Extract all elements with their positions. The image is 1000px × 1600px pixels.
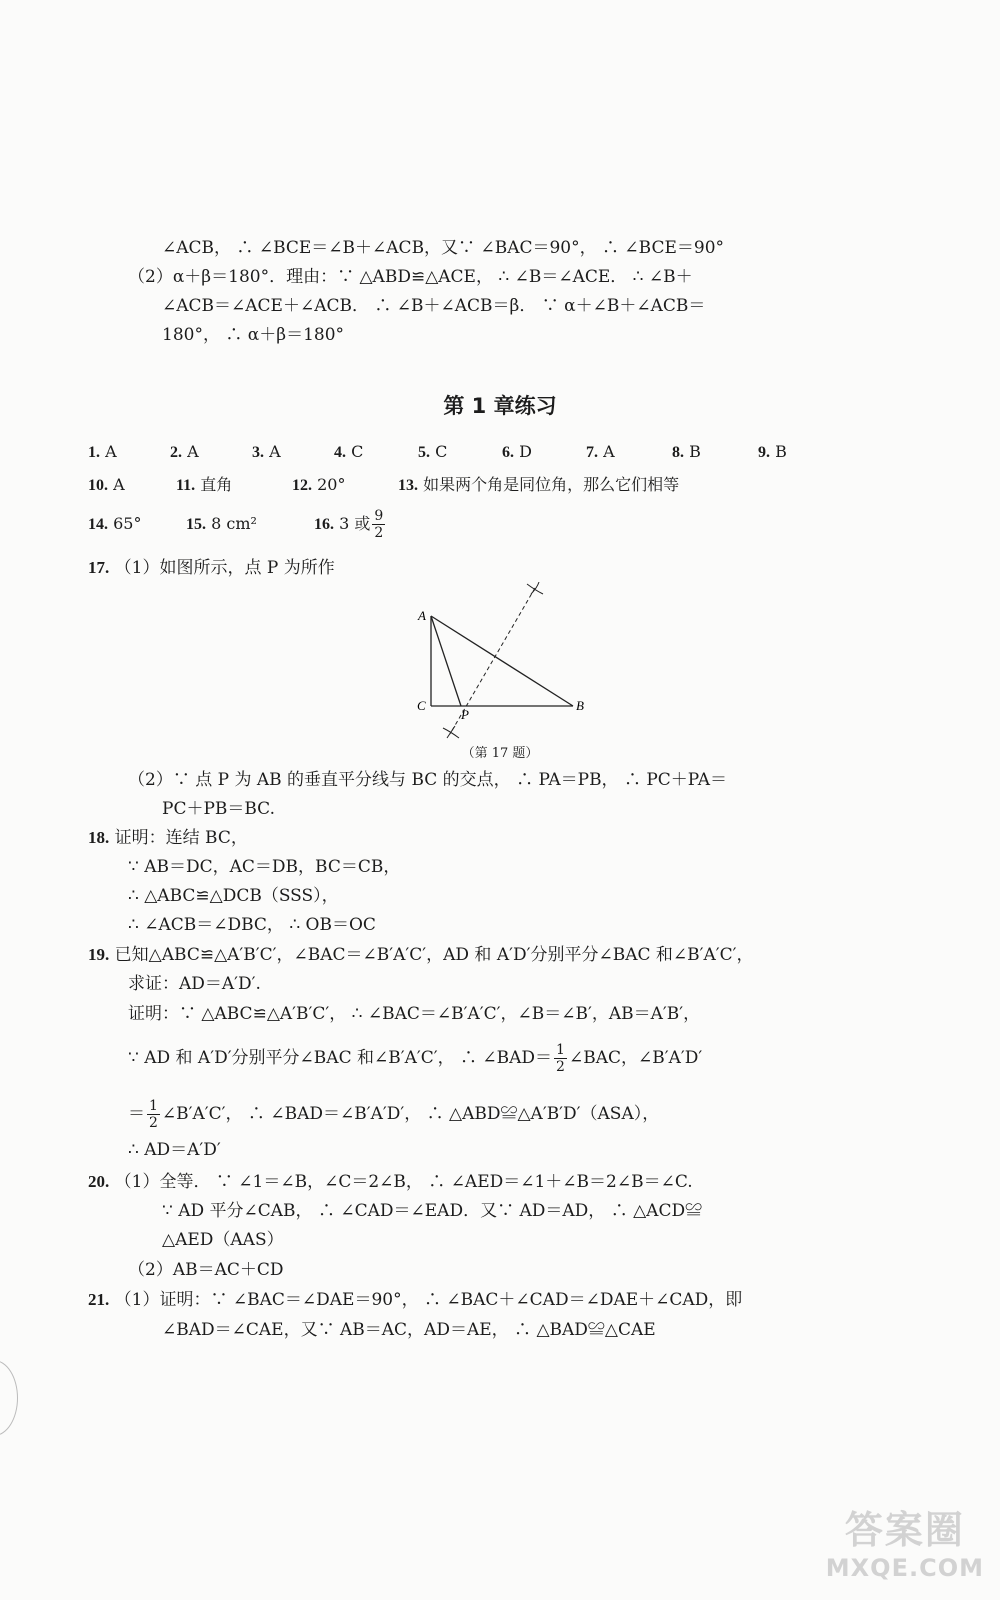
answer-3: 3. A	[252, 442, 281, 461]
question-21-line2: ∠BAD＝∠CAE，又∵ AB＝AC，AD＝AE， ∴ △BAD≌△CAE	[162, 1320, 656, 1340]
answers-row-2	[88, 472, 679, 495]
fraction-nine-halves: $\frac{9}{2}$	[374, 508, 384, 541]
label-c: C	[417, 698, 426, 713]
label-p: P	[461, 707, 469, 722]
question-17-part1: 17. （1）如图所示，点 P 为所作	[88, 558, 335, 578]
answer-14: 14. 65°	[88, 514, 142, 533]
question-18-line1: 18. 证明：连结 BC，	[88, 828, 248, 848]
question-20-line4: （2）AB＝AC＋CD	[128, 1260, 284, 1280]
question-19-line1: 19. 已知△ABC≌△A′B′C′，∠BAC＝∠B′A′C′，AD 和 A′D′分别平分∠BAC 和∠B′A′C′，	[88, 945, 754, 965]
triangle-figure	[405, 582, 595, 742]
label-a: A	[418, 608, 426, 623]
question-20-line2: ∵ AD 平分∠CAB， ∴ ∠CAD＝∠EAD．又∵ AD＝AD， ∴ △ACD≌	[162, 1201, 703, 1221]
question-18-line4: ∴ ∠ACB＝∠DBC， ∴ OB＝OC	[128, 915, 376, 935]
continuation-line-4: 180°， ∴ α＋β＝180°	[162, 325, 345, 345]
arc-mark-bottom	[443, 728, 459, 738]
answer-13: 13. 如果两个角是同位角，那么它们相等	[398, 475, 680, 494]
fraction-one-half-2: $\frac{1}{2}$	[149, 1098, 158, 1131]
question-19-line5: ＝ $\frac{1}{2}$ ∠B′A′C′， ∴ ∠BAD＝∠B′A′D′， ∴ △ABD≌△A′B′D′（ASA），	[128, 1098, 660, 1131]
question-17-part2-line2: PC＋PB＝BC.	[162, 799, 275, 819]
question-21-line1: 21. （1）证明：∵ ∠BAC＝∠DAE＝90°， ∴ ∠BAC＋∠CAD＝∠DAE＋∠CAD，即	[88, 1290, 743, 1310]
question-17-part2-line1: （2）∵ 点 P 为 AB 的垂直平分线与 BC 的交点， ∴ PA＝PB， ∴ PC＋PA＝	[128, 770, 727, 790]
section-title: 第 1 章练习	[443, 394, 557, 418]
continuation-line-2: （2）α＋β＝180°．理由：∵ △ABD≌△ACE， ∴ ∠B＝∠ACE． ∴ ∠B＋	[128, 267, 693, 287]
question-19-line4: ∵ AD 和 A′D′分别平分∠BAC 和∠B′A′C′， ∴ ∠BAD＝ $\frac{1}{2}$ ∠BAC，∠B′A′D′	[128, 1042, 703, 1075]
question-18-line3: ∴ △ABC≌△DCB（SSS），	[128, 886, 339, 906]
answer-16: 16. 3 或 $\frac{9}{2}$	[314, 508, 384, 541]
answer-11: 11. 直角	[176, 475, 233, 494]
answer-8: 8. B	[672, 442, 701, 461]
watermark-logo: 答案圈 MXQE.COM	[825, 1508, 984, 1582]
question-20-line1: 20. （1）全等． ∵ ∠1＝∠B，∠C＝2∠B， ∴ ∠AED＝∠1＋∠B＝2∠B＝∠C.	[88, 1172, 693, 1192]
binding-hole-mark	[0, 1360, 18, 1436]
question-19-line3: 证明：∵ △ABC≌△A′B′C′， ∴ ∠BAC＝∠B′A′C′，∠B＝∠B′，AB＝A′B′，	[128, 1004, 701, 1024]
answer-15: 15. 8 cm²	[186, 514, 257, 533]
answers-row-1	[88, 442, 787, 462]
answers-row-3	[88, 508, 387, 541]
fraction-one-half: $\frac{1}{2}$	[556, 1042, 565, 1075]
answer-9: 9. B	[758, 442, 787, 461]
answer-7: 7. A	[586, 442, 615, 461]
answer-6: 6. D	[502, 442, 532, 461]
question-19-line2: 求证：AD＝A′D′.	[128, 974, 261, 994]
arc-mark-bottom-2	[447, 726, 455, 738]
segment-ap	[431, 616, 461, 706]
answer-1: 1. A	[88, 442, 117, 461]
continuation-line-3: ∠ACB＝∠ACE＋∠ACB． ∴ ∠B＋∠ACB＝β． ∵ α＋∠B＋∠ACB＝	[162, 296, 706, 316]
answer-10: 10. A	[88, 475, 125, 494]
figure-caption: （第 17 题）	[461, 746, 539, 761]
answer-4: 4. C	[334, 442, 364, 461]
question-20-line3: △AED（AAS）	[162, 1230, 284, 1250]
label-b: B	[576, 698, 584, 713]
question-18-line2: ∵ AB＝DC，AC＝DB，BC＝CB，	[128, 857, 401, 877]
question-19-line6: ∴ AD＝A′D′	[128, 1140, 221, 1160]
answer-2: 2. A	[170, 442, 199, 461]
continuation-line-1: ∠ACB， ∴ ∠BCE＝∠B＋∠ACB，又∵ ∠BAC＝90°， ∴ ∠BCE＝90°	[162, 238, 725, 258]
side-ab	[431, 616, 573, 706]
answer-5: 5. C	[418, 442, 448, 461]
answer-12: 12. 20°	[292, 475, 346, 494]
